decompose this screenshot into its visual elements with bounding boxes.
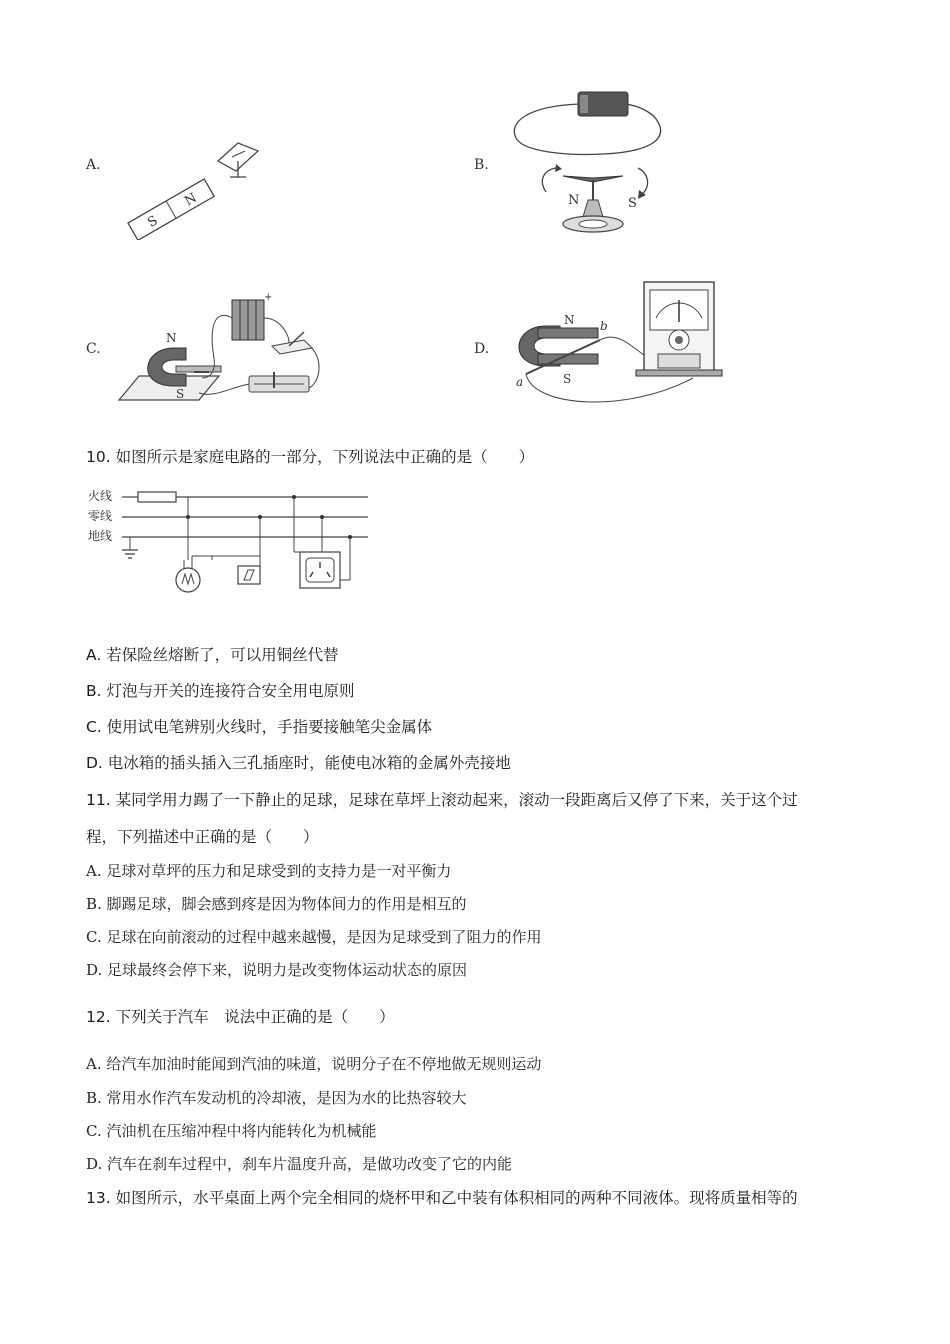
q11-stem-line2: 程，下列描述中正确的是（ ）: [86, 828, 319, 846]
figure-a-magnet-compass: [120, 135, 270, 240]
figure-a-s-label: S: [145, 213, 161, 231]
q11-stem-line1: 11. 某同学用力踢了一下静止的足球，足球在草坪上滚动起来，滚动一段距离后又停了下来，关于这个过: [86, 791, 798, 809]
q11-option-c: C. 足球在向前滚动的过程中越来越慢，是因为足球受到了阻力的作用: [86, 928, 542, 946]
option-c-label: C.: [86, 341, 101, 357]
figure-a-n-label: N: [182, 190, 200, 210]
figure-d-a-label: a: [516, 375, 524, 389]
neutral-wire-label: 零线: [88, 509, 113, 523]
q10-option-c: C. 使用试电笔辨别火线时，手指要接触笔尖金属体: [86, 718, 433, 736]
figure-b-s-label: S: [628, 196, 637, 211]
q13-stem: 13. 如图所示，水平桌面上两个完全相同的烧杯甲和乙中装有体积相同的两种不同液体。现将质量相等的: [86, 1189, 798, 1207]
q12-option-c: C. 汽油机在压缩冲程中将内能转化为机械能: [86, 1122, 377, 1140]
figure-d-s-label: S: [563, 372, 572, 386]
q12-option-b: B. 常用水作汽车发动机的冷却液，是因为水的比热容较大: [86, 1089, 467, 1107]
q12-option-d: D. 汽车在刹车过程中，刹车片温度升高，是做功改变了它的内能: [86, 1155, 513, 1173]
q10-circuit-diagram: [88, 488, 370, 603]
option-d-label: D.: [474, 341, 490, 357]
switch-icon: [238, 566, 260, 584]
q11-option-b: B. 脚踢足球，脚会感到疼是因为物体间力的作用是相互的: [86, 895, 467, 913]
q12-stem: 12. 下列关于汽车 说法中正确的是（ ）: [86, 1008, 395, 1026]
figure-d-b-label: b: [600, 319, 608, 333]
q10-option-b: B. 灯泡与开关的连接符合安全用电原则: [86, 682, 355, 700]
figure-c-motor: [114, 288, 324, 410]
option-a-label: A.: [86, 157, 101, 173]
figure-b-oersted: [508, 82, 668, 242]
q10-option-d: D. 电冰箱的插头插入三孔插座时，能使电冰箱的金属外壳接地: [86, 754, 511, 772]
ground-wire-label: 地线: [88, 529, 113, 543]
figure-d-induction: [508, 278, 730, 413]
option-b-label: B.: [474, 157, 489, 173]
q11-option-d: D. 足球最终会停下来，说明力是改变物体运动状态的原因: [86, 961, 468, 979]
q11-option-a: A. 足球对草坪的压力和足球受到的支持力是一对平衡力: [86, 862, 452, 880]
lamp-icon: [176, 568, 200, 592]
q10-option-a: A. 若保险丝熔断了，可以用铜丝代替: [86, 646, 339, 664]
figure-c-plus-label: +: [264, 292, 273, 303]
q10-stem: 10. 如图所示是家庭电路的一部分，下列说法中正确的是（ ）: [86, 448, 535, 466]
fuse-icon: [138, 492, 176, 502]
q12-option-a: A. 给汽车加油时能闻到汽油的味道，说明分子在不停地做无规则运动: [86, 1055, 542, 1073]
figure-d-n-label: N: [564, 313, 575, 327]
figure-b-n-label: N: [568, 193, 580, 208]
figure-c-n-label: N: [166, 331, 177, 345]
live-wire-label: 火线: [88, 489, 113, 503]
figure-c-s-label: S: [176, 387, 185, 401]
